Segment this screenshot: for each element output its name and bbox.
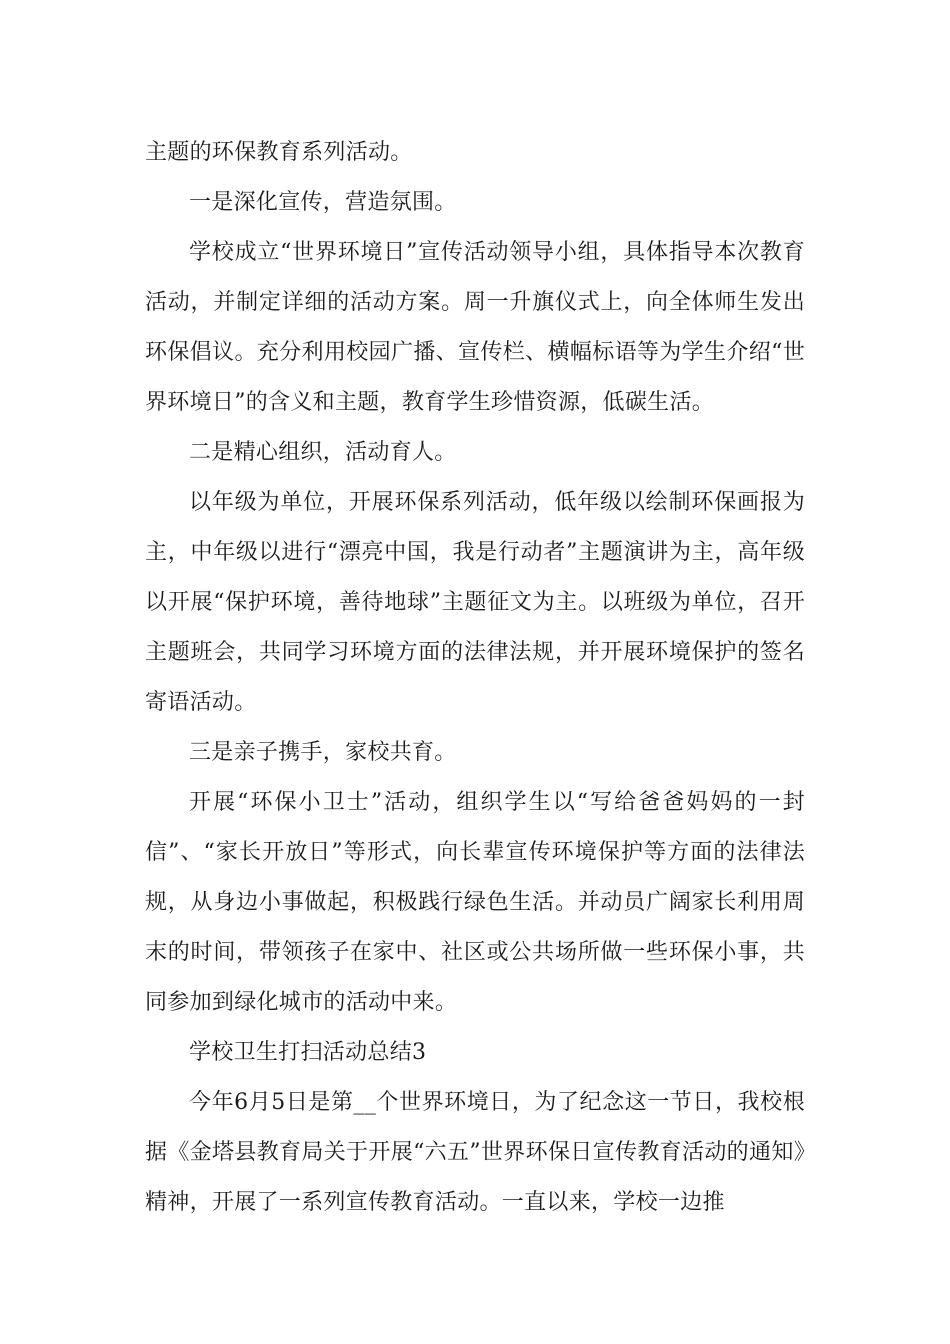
paragraph-5: 今年6月5日是第__个世界环境日，为了纪念这一节日，我校根据《金塔县教育局关于开展“六五”世界环保日宣传教育活动的通知》精神，开展了一系列宣传教育活动。一直以来，学校一边推 (145, 1090, 805, 1215)
paragraph-1: 主题的环保教育系列活动。 (145, 140, 413, 165)
document-title: 学校卫生打扫活动总结3 (189, 1040, 427, 1065)
section-heading-3: 三是亲子携手，家校共育。 (189, 740, 457, 765)
section-heading-2: 二是精心组织，活动育人。 (189, 440, 457, 465)
document-body (145, 128, 805, 1228)
section-heading-1: 一是深化宣传，营造氛围。 (189, 190, 457, 215)
paragraph-3: 以年级为单位，开展环保系列活动，低年级以绘制环保画报为主，中年级以进行“漂亮中国，我是行动者”主题演讲为主，高年级以开展“保护环境，善待地球”主题征文为主。以班级为单位，召开主题班会，共同学习环境方面的法律法规，并开展环境保护的签名寄语活动。 (145, 490, 805, 715)
paragraph-4: 开展“环保小卫士”活动，组织学生以“写给爸爸妈妈的一封信”、“家长开放日”等形式，向长辈宣传环境保护等方面的法律法规，从身边小事做起，积极践行绿色生活。并动员广阔家长利用周末的时间，带领孩子在家中、社区或公共场所做一些环保小事，共同参加到绿化城市的活动中来。 (145, 790, 805, 1015)
paragraph-2: 学校成立“世界环境日”宣传活动领导小组，具体指导本次教育活动，并制定详细的活动方案。周一升旗仪式上，向全体师生发出环保倡议。充分利用校园广播、宣传栏、横幅标语等为学生介绍“世界环境日”的含义和主题，教育学生珍惜资源，低碳生活。 (145, 240, 805, 415)
